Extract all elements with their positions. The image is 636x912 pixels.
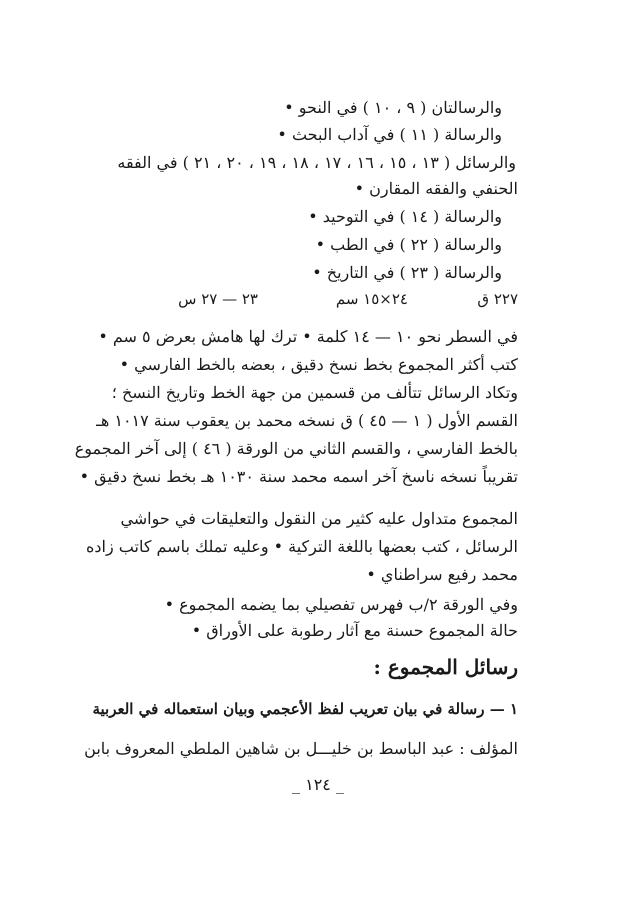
notes-line-5: حالة المجموع حسنة مع آثار رطوبة على الأوراق • — [191, 621, 518, 640]
subject-line-tawhid: والرسالة ( ١٤ ) في التوحيد • — [308, 207, 502, 226]
line-count: ٢٣ — ٢٧ س — [178, 290, 258, 308]
measurements-row — [118, 290, 518, 312]
page-size: ٢٤×١٥ سم — [335, 290, 408, 308]
notes-line-3: محمد رفيع سراطناي • — [366, 565, 518, 584]
subject-line-tibb: والرسالة ( ٢٢ ) في الطب • — [315, 235, 502, 254]
item-title: ١ — رسالة في بيان تعريب لفظ الأعجمي وبيان استعماله في العربية — [92, 700, 518, 718]
subject-line-nahw: والرسالتان ( ٩ ، ١٠ ) في النحو • — [284, 98, 502, 117]
description-line-3: وتكاد الرسائل تتألف من قسمين من جهة الخط وتاريخ النسخ ؛ — [111, 383, 518, 402]
description-line-1: في السطر نحو ١٠ — ١٤ كلمة • ترك لها هامش بعرض ٥ سم • — [98, 327, 518, 346]
notes-line-2: الرسائل ، كتب بعضها باللغة التركية • وعليه تملك باسم كاتب زاده — [86, 537, 518, 556]
description-line-5: بالخط الفارسي ، والقسم الثاني من الورقة ( ٤٦ ) إلى آخر المجموع — [74, 439, 518, 458]
notes-line-1: المجموع متداول عليه كثير من النقول والتعليقات في حواشي — [120, 509, 518, 528]
description-line-2: كتب أكثر المجموع بخط نسخ دقيق ، بعضه بالخط الفارسي • — [119, 355, 518, 374]
page-number: _ ١٢٤ _ — [292, 775, 344, 794]
subject-line-fiqh: والرسائل ( ١٣ ، ١٥ ، ١٦ ، ١٧ ، ١٨ ، ١٩ ، ٢٠ ، ٢١ ) في الفقه — [117, 153, 516, 172]
subject-line-adab: والرسالة ( ١١ ) في آداب البحث • — [277, 125, 502, 144]
subject-line-tarikh: والرسالة ( ٢٣ ) في التاريخ • — [312, 263, 502, 282]
leaves-count: ٢٢٧ ق — [477, 290, 518, 308]
description-line-4: القسم الأول ( ١ — ٤٥ ) ق نسخه محمد بن يعقوب سنة ١٠١٧ هـ — [96, 411, 518, 430]
author-line: المؤلف : عبد الباسط بن خليـــل بن شاهين الملطي المعروف بابن — [84, 739, 518, 758]
notes-line-4: وفي الورقة ٢/ب فهرس تفصيلي بما يضمه المجموع • — [164, 595, 518, 614]
section-heading: رسائل المجموع : — [373, 655, 518, 679]
subject-line-fiqh-cont: الحنفي والفقه المقارن • — [354, 179, 518, 198]
description-line-6: تقريباً نسخه ناسخ آخر اسمه محمد سنة ١٠٣٠ هـ بخط نسخ دقيق • — [79, 467, 518, 486]
